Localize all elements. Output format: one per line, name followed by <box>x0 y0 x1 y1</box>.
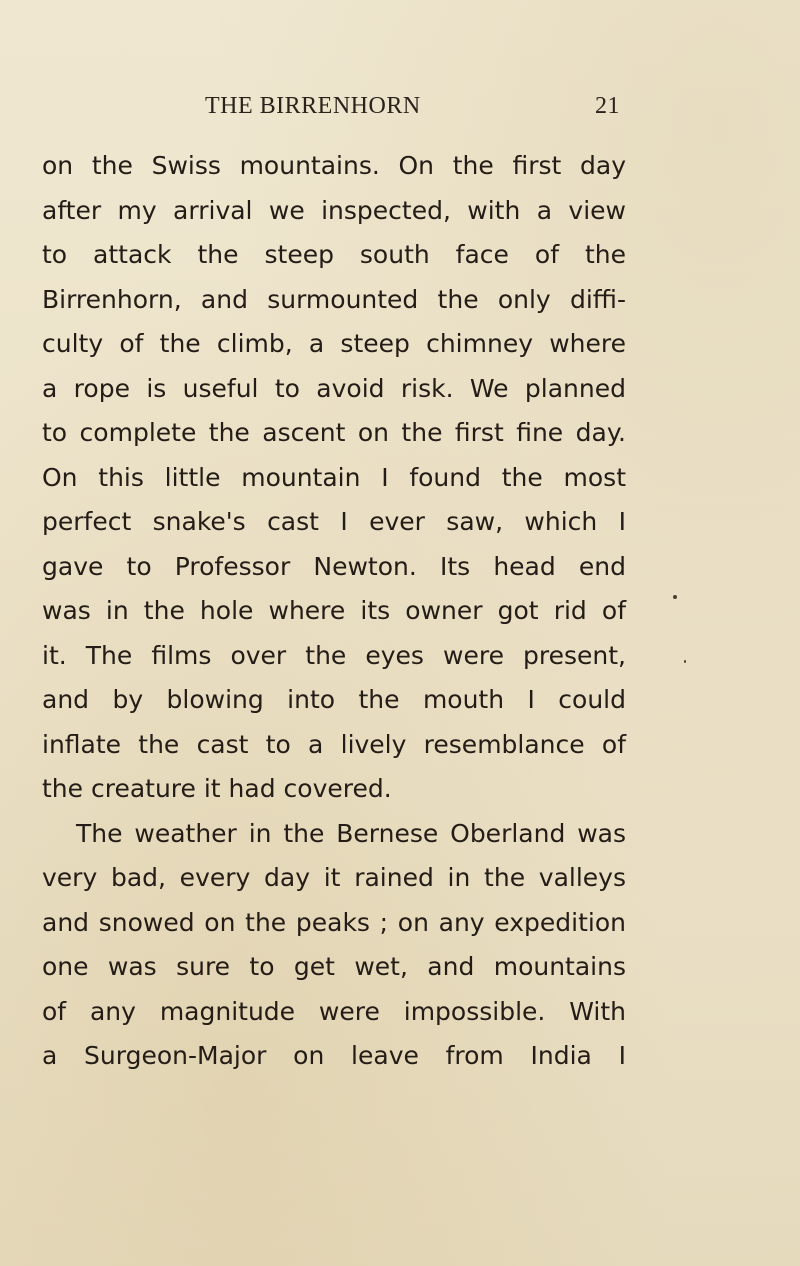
text-line: after my arrival we inspected, with a view <box>42 195 626 225</box>
paragraph-end-line: the creature it had covered. <box>42 774 392 803</box>
text-line: inflate the cast to a lively resemblance of <box>42 729 626 759</box>
text-line: perfect snake's cast I ever saw, which I <box>42 507 626 536</box>
text-line: to attack the steep south face of the <box>42 240 626 269</box>
text-line: culty of the climb, a steep chimney where <box>42 329 626 358</box>
text-line: was in the hole where its owner got rid of <box>42 596 626 625</box>
paper-speck <box>684 660 686 663</box>
text-line: and snowed on the peaks ; on any expedition <box>42 907 626 937</box>
text-line: Birrenhorn, and surmounted the only diffi- <box>42 284 626 314</box>
body-text <box>42 144 626 1079</box>
page-number: 21 <box>595 93 620 119</box>
text-line: gave to Professor Newton. Its head end <box>42 551 626 581</box>
text-line: On this little mountain I found the most <box>42 462 626 492</box>
text-line: and by blowing into the mouth I could <box>42 685 626 714</box>
paper-speck <box>673 595 677 599</box>
text-line: very bad, every day it rained in the valleys <box>42 863 626 892</box>
text-line: it. The films over the eyes were present, <box>42 640 626 670</box>
running-title: THE BIRRENHORN <box>205 93 421 119</box>
text-line: a Surgeon-Major on leave from India I <box>42 1041 626 1070</box>
text-line: to complete the ascent on the first fine day. <box>42 418 626 447</box>
text-line: of any magnitude were impossible. With <box>42 996 626 1026</box>
text-line: a rope is useful to avoid risk. We planned <box>42 373 626 403</box>
text-line: on the Swiss mountains. On the first day <box>42 151 626 180</box>
text-line: one was sure to get wet, and mountains <box>42 952 626 981</box>
running-head <box>150 93 620 123</box>
paragraph-start-line: The weather in the Bernese Oberland was <box>76 818 626 848</box>
